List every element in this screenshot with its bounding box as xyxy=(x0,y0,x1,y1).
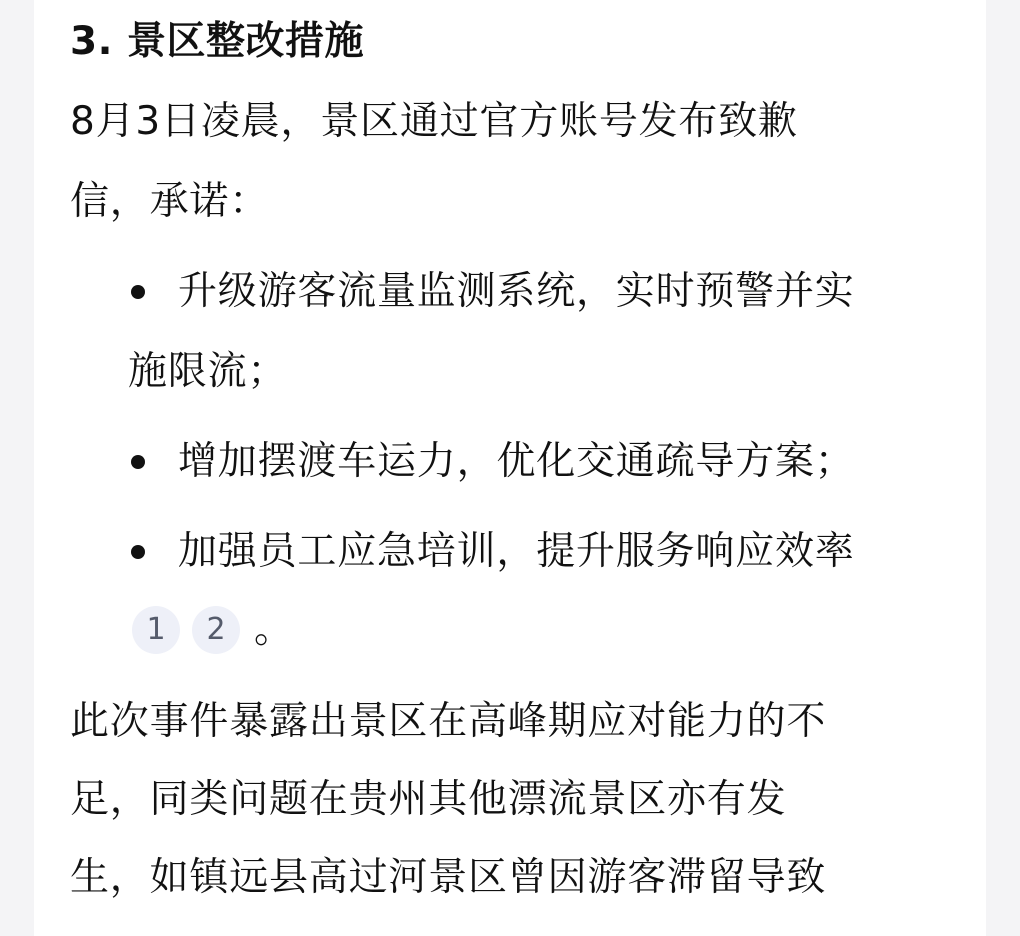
summary-paragraph-line-2: 足，同类问题在贵州其他漂流景区亦有发 xyxy=(70,777,787,822)
section-heading: 3. 景区整改措施 xyxy=(70,19,365,64)
summary-paragraph-line-1: 此次事件暴露出景区在高峰期应对能力的不 xyxy=(70,699,827,744)
bullet-1-line-2: 施限流； xyxy=(128,349,288,394)
summary-paragraph-line-3: 生，如镇远县高过河景区曾因游客滞留导致 xyxy=(70,855,827,900)
citation-badge-2[interactable]: 2 xyxy=(192,606,240,654)
citation-row xyxy=(132,606,293,654)
bullet-dot-2 xyxy=(131,455,145,469)
intro-paragraph-line-2: 信，承诺： xyxy=(70,179,270,224)
citation-tail: 。 xyxy=(254,607,294,652)
bullet-dot-3 xyxy=(131,545,145,559)
bullet-2-line-1: 增加摆渡车运力，优化交通疏导方案； xyxy=(178,439,855,484)
citation-badge-1[interactable]: 1 xyxy=(132,606,180,654)
bullet-3-line-1: 加强员工应急培训，提升服务响应效率 xyxy=(178,529,855,574)
bullet-1-line-1: 升级游客流量监测系统，实时预警并实 xyxy=(178,269,855,314)
intro-paragraph-line-1: 8月3日凌晨，景区通过官方账号发布致歉 xyxy=(70,99,798,144)
bullet-dot-1 xyxy=(131,285,145,299)
